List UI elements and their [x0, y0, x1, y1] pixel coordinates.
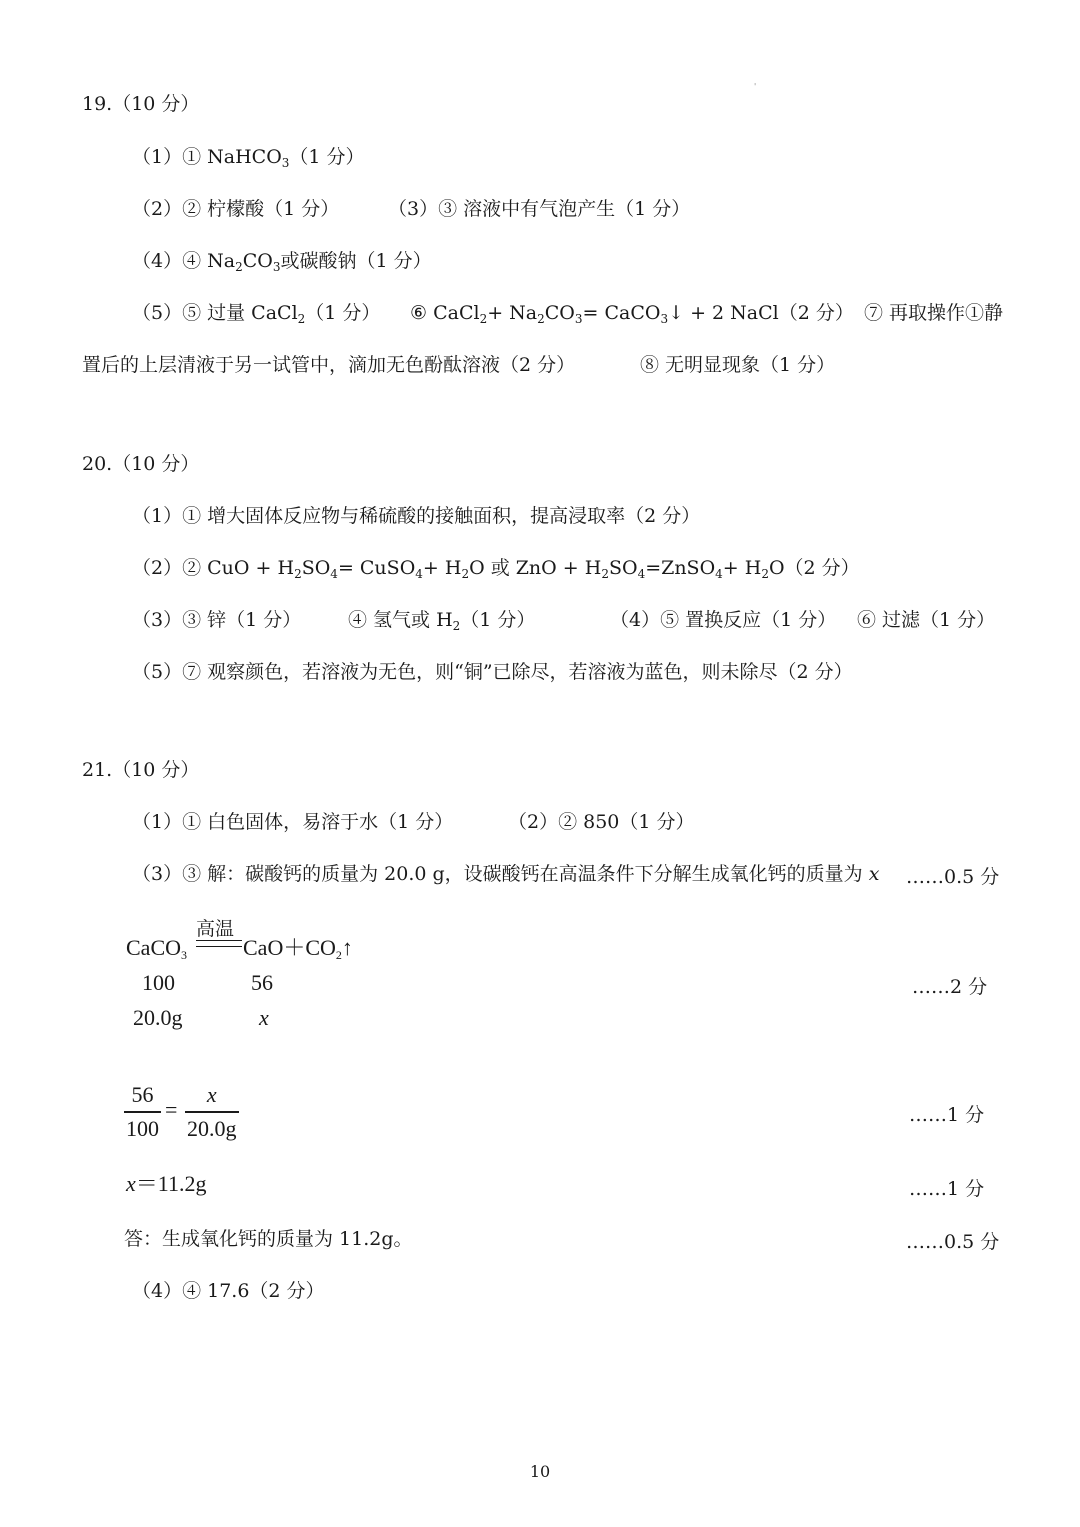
q21-part2: （2）② 850（1 分）	[508, 811, 695, 833]
molar-mass-cao: 56	[251, 970, 273, 995]
equation-products: $CaO+CO_2↑$	[243, 935, 353, 962]
q19-part5: （5）⑤ 过量 CaCl$_2$（1 分）	[132, 302, 381, 326]
fraction-right-numerator: x	[206, 1082, 217, 1107]
q20-part4: （4）⑤ 置换反应（1 分）	[610, 609, 837, 631]
q21-part1: （1）① 白色固体，易溶于水（1 分）	[132, 811, 454, 833]
q20-part1: （1）① 增大固体反应物与稀硫酸的接触面积，提高浸取率（2 分）	[132, 505, 701, 527]
page-number: 10	[529, 1462, 551, 1481]
equation-reactant: CaCO$_3$	[126, 935, 187, 962]
q19-part4: （4）④ $Na_2CO_3$或碳酸钠（1 分）	[132, 250, 432, 274]
unknown-x: x	[259, 1005, 269, 1030]
q20-part4b: ⑥ 过滤（1 分）	[857, 609, 996, 631]
scan-mark: '	[754, 82, 757, 91]
q19-part8: ⑧ 无明显现象（1 分）	[640, 354, 836, 376]
fraction-right	[185, 1082, 239, 1142]
fraction-right-bar	[185, 1111, 239, 1113]
q20-part2: （2）② CuO + $H_2SO_4=$ CuSO$_4$+ $H_2O$ 或 ZnO + $H_2SO_4=ZnSO_4+ H_2O(2$ 分）	[132, 557, 860, 581]
q21-part4: （4）④ 17.6（2 分）	[132, 1280, 325, 1302]
q21-score-2: ……2 分	[912, 976, 988, 998]
q21-header: 21.（10 分）	[82, 759, 200, 781]
q21-score-3: ……1 分	[909, 1104, 985, 1126]
q19-equation: ⑥ CaCl$_2$+ $Na_2CO_3=$ CaCO$_3$↓ + 2 NaCl（2 分）	[410, 302, 854, 326]
equation-double-bar	[196, 940, 242, 947]
q20-part3: （3）③ 锌（1 分）	[132, 609, 302, 631]
q19-part3: （3）③ 溶液中有气泡产生（1 分）	[388, 198, 691, 220]
q21-part3: （3）③ 解：碳酸钙的质量为 20.0 g，设碳酸钙在高温条件下分解生成氧化钙的质量为 x	[132, 863, 880, 885]
q19-part1: （1）① NaHCO$_3$（1 分）	[132, 146, 365, 170]
q19-continuation: 置后的上层清液于另一试管中，滴加无色酚酞溶液（2 分）	[82, 354, 576, 376]
fraction-left-numerator: 56	[131, 1082, 154, 1107]
q20-part3b: ④ 氢气或 $H_2(1$ 分）	[348, 609, 536, 633]
fraction-left-denominator: 100	[126, 1115, 159, 1141]
answer-statement: 答：生成氧化钙的质量为 11.2g。	[124, 1228, 413, 1250]
molar-mass-caco3: 100	[142, 970, 175, 995]
q19-part2: （2）② 柠檬酸（1 分）	[132, 198, 340, 220]
result: x＝11.2g	[126, 1171, 207, 1196]
q21-score-4: ……1 分	[909, 1178, 985, 1200]
q20-part5: （5）⑦ 观察颜色，若溶液为无色，则“铜”已除尽，若溶液为蓝色，则未除尽（2 分）	[132, 661, 853, 683]
fraction-right-denominator: 20.0g	[187, 1115, 237, 1141]
q21-score-5: ……0.5 分	[906, 1231, 1000, 1253]
fraction-left	[124, 1082, 161, 1142]
equals-sign: =	[165, 1097, 178, 1122]
mass-caco3: 20.0g	[133, 1005, 183, 1030]
fraction-left-bar	[124, 1111, 161, 1113]
reaction-condition: 高温	[196, 918, 235, 940]
q20-header: 20.（10 分）	[82, 453, 200, 475]
q19-header: 19.（10 分）	[82, 93, 200, 115]
q19-operation: ⑦ 再取操作①静	[864, 302, 1004, 324]
q21-score-1: ……0.5 分	[906, 866, 1000, 888]
